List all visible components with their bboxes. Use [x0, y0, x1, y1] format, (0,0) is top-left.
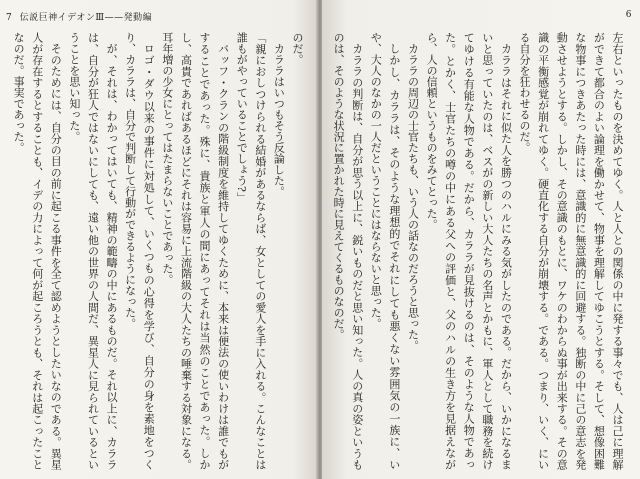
paragraph: ロゴ・ダウ以来の事件に対処して、いくつもの心得を学び、自分の身を素地をつくり、カララは、自分で判断して行動ができるようになった。: [123, 32, 156, 470]
left-page-number: 7: [6, 13, 13, 23]
right-page-number: 6: [625, 10, 632, 20]
paragraph: そのためには、自分の目の前に起こる事件を全て認めようとしたいなのである。異星人が存在するとすることも、イデの力によって何が起ころうとも、それは起こったことなのだ。事実であった。: [12, 32, 63, 470]
paragraph: カララの判断は、自分が思う以上に、鋭いものだと思い知った。人の真の姿というものは、そのような状況に置かれた時に見えてくるものなのだ。: [332, 32, 364, 470]
paragraph: カララはそれに似た人を勝つのハルにみる気がしたのである。だから、いかになるまいと思っていたのは、ベスがの新しい大人たちの名声とかもに、軍人として職務を続けてゆける有能な人物である。だから、カララが見抜けるのは、そのような人物であった。とかく、士官たちの噂の中にある父への評価と、父のハルの生き方を見据えながら、人の信頼というものをみてとった。: [425, 32, 513, 470]
left-page: [0, 0, 318, 479]
right-page-body: [330, 32, 626, 470]
paragraph: 左右といったものを決めてゆく。人と人との関係の中に発する事々でも、人は己に理解ができて都合のよい論理を働かせて、物事を理解してゆこうとする。そして、想像困難な物事につきあたった時には、意識的に無意識的に回避する。独断の中に己の意志を発動させようとする。しかし、その意識のもとに、ワケのわからぬ事が出来する。その意識の平衡感覚が崩れてゆく。硬直化する自分が崩壊する。である。つまり、いく、にいる自分を狂わせるのだ。: [518, 32, 624, 470]
right-page-header: [626, 10, 632, 20]
paragraph: のだ。: [291, 32, 304, 65]
running-header: 伝説巨神イデオンⅢ——発動編: [19, 13, 153, 23]
paragraph: が、それは、わかってはいても、精神の範疇の中にあるものだ。それ以上に、カララは、自分が狂人ではないにしても、遠い他の世界の人間だ、異星人に見られているということを思い知った。: [67, 32, 119, 470]
right-page: [322, 0, 640, 479]
paragraph: しかし、カララは、そのような理想的でそれにしても悪くない雰囲気の一族に、いや、大人のなかの一人だということにはならないと思った。: [369, 32, 401, 470]
left-page-body: [8, 32, 306, 470]
paragraph: カララはいつもそう反論した。: [272, 43, 286, 197]
paragraph: カララの周辺の士官たちも、いう人の話なのだろうと思った。: [406, 43, 420, 351]
left-page-header: [6, 10, 152, 23]
paragraph: バッフ・クランの階級制度を維持してゆくために、本来は便法の使いわけは誰でもがすることであった。殊に、貴族と軍人の間にあってそれは当然のことであった。しかし、高貴であればあるほどにそれは容易に上流階級の大人たちの唾棄する対象になる。耳年増の少女にとってはたまらないことであった。: [160, 32, 230, 470]
paragraph: 「親におしつけられる結婚があるならば、女としての愛人を手に入れる。こんなことは誰もがやっていることでしょう?」: [235, 32, 267, 470]
paragraph: [8, 32, 9, 470]
